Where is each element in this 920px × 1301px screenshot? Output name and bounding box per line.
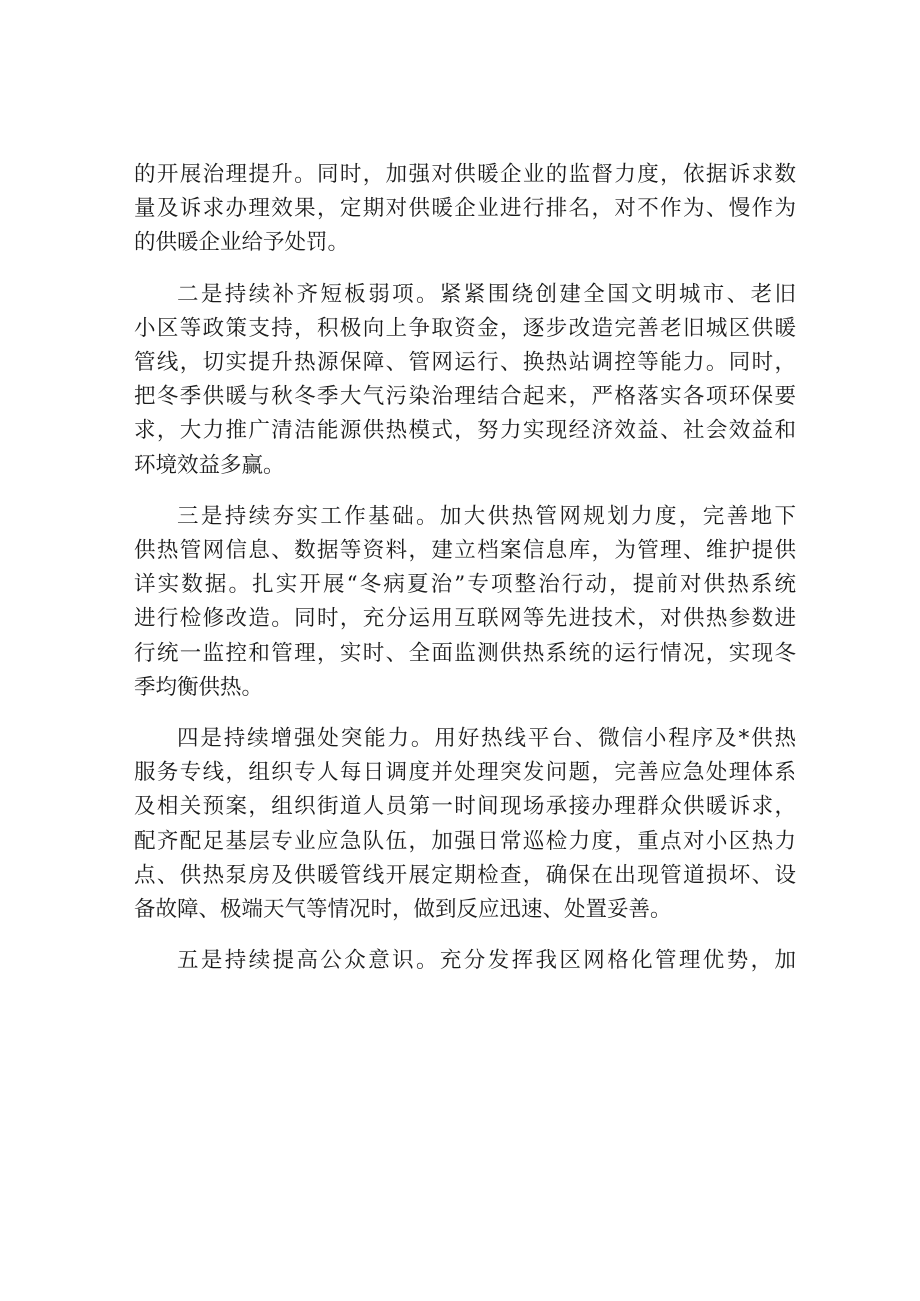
text-line: 求，大力推广清洁能源供热模式，努力实现经济效益、社会效益和 — [134, 418, 796, 444]
text-line: 行统一监控和管理，实时、全面监测供热系统的运行情况，实现冬 — [134, 640, 796, 666]
paragraph-five-awareness — [134, 944, 796, 978]
text-line: 备故障、极端天气等情况时，做到反应迅速、处置妥善。 — [134, 897, 672, 923]
text-line: 的供暖企业给予处罚。 — [134, 230, 350, 256]
paragraph-four-emergency — [134, 722, 796, 927]
paragraph-three-foundation — [134, 500, 796, 705]
text-line: 量及诉求办理效果，定期对供暖企业进行排名，对不作为、慢作为 — [134, 196, 796, 222]
text-line: 季均衡供热。 — [134, 674, 264, 700]
text-line: 供热管网信息、数据等资料，建立档案信息库，为管理、维护提供 — [134, 538, 796, 564]
text-line: 配齐配足基层专业应急队伍，加强日常巡检力度，重点对小区热力 — [134, 828, 796, 854]
text-line: 环境效益多赢。 — [134, 452, 285, 478]
text-line: 把冬季供暖与秋冬季大气污染治理结合起来，严格落实各项环保要 — [134, 384, 796, 410]
text-line: 的开展治理提升。同时，加强对供暖企业的监督力度，依据诉求数 — [134, 162, 796, 187]
text-line: 进行检修改造。同时，充分运用互联网等先进技术，对供热参数进 — [134, 606, 796, 632]
text-line: 二是持续补齐短板弱项。紧紧围绕创建全国文明城市、老旧 — [177, 281, 796, 307]
text-line: 三是持续夯实工作基础。加大供热管网规划力度，完善地下 — [177, 503, 796, 529]
paragraph-supervision — [134, 158, 796, 261]
paragraph-two-shortcomings — [134, 278, 796, 483]
text-line: 四是持续增强处突能力。用好热线平台、微信小程序及*供热 — [177, 726, 796, 752]
text-line: 服务专线，组织专人每日调度并处理突发问题，完善应急处理体系 — [134, 760, 796, 786]
text-line: 详实数据。扎实开展“冬病夏治”专项整治行动，提前对供热系统 — [134, 572, 796, 598]
text-line: 点、供热泵房及供暖管线开展定期检查，确保在出现管道损坏、设 — [134, 862, 796, 888]
document-body — [134, 158, 796, 978]
text-line: 管线，切实提升热源保障、管网运行、换热站调控等能力。同时， — [134, 350, 796, 376]
text-line: 及相关预案，组织街道人员第一时间现场承接办理群众供暖诉求， — [134, 794, 796, 820]
text-line: 五是持续提高公众意识。充分发挥我区网格化管理优势，加 — [177, 948, 796, 974]
text-line: 小区等政策支持，积极向上争取资金，逐步改造完善老旧城区供暖 — [134, 315, 796, 341]
